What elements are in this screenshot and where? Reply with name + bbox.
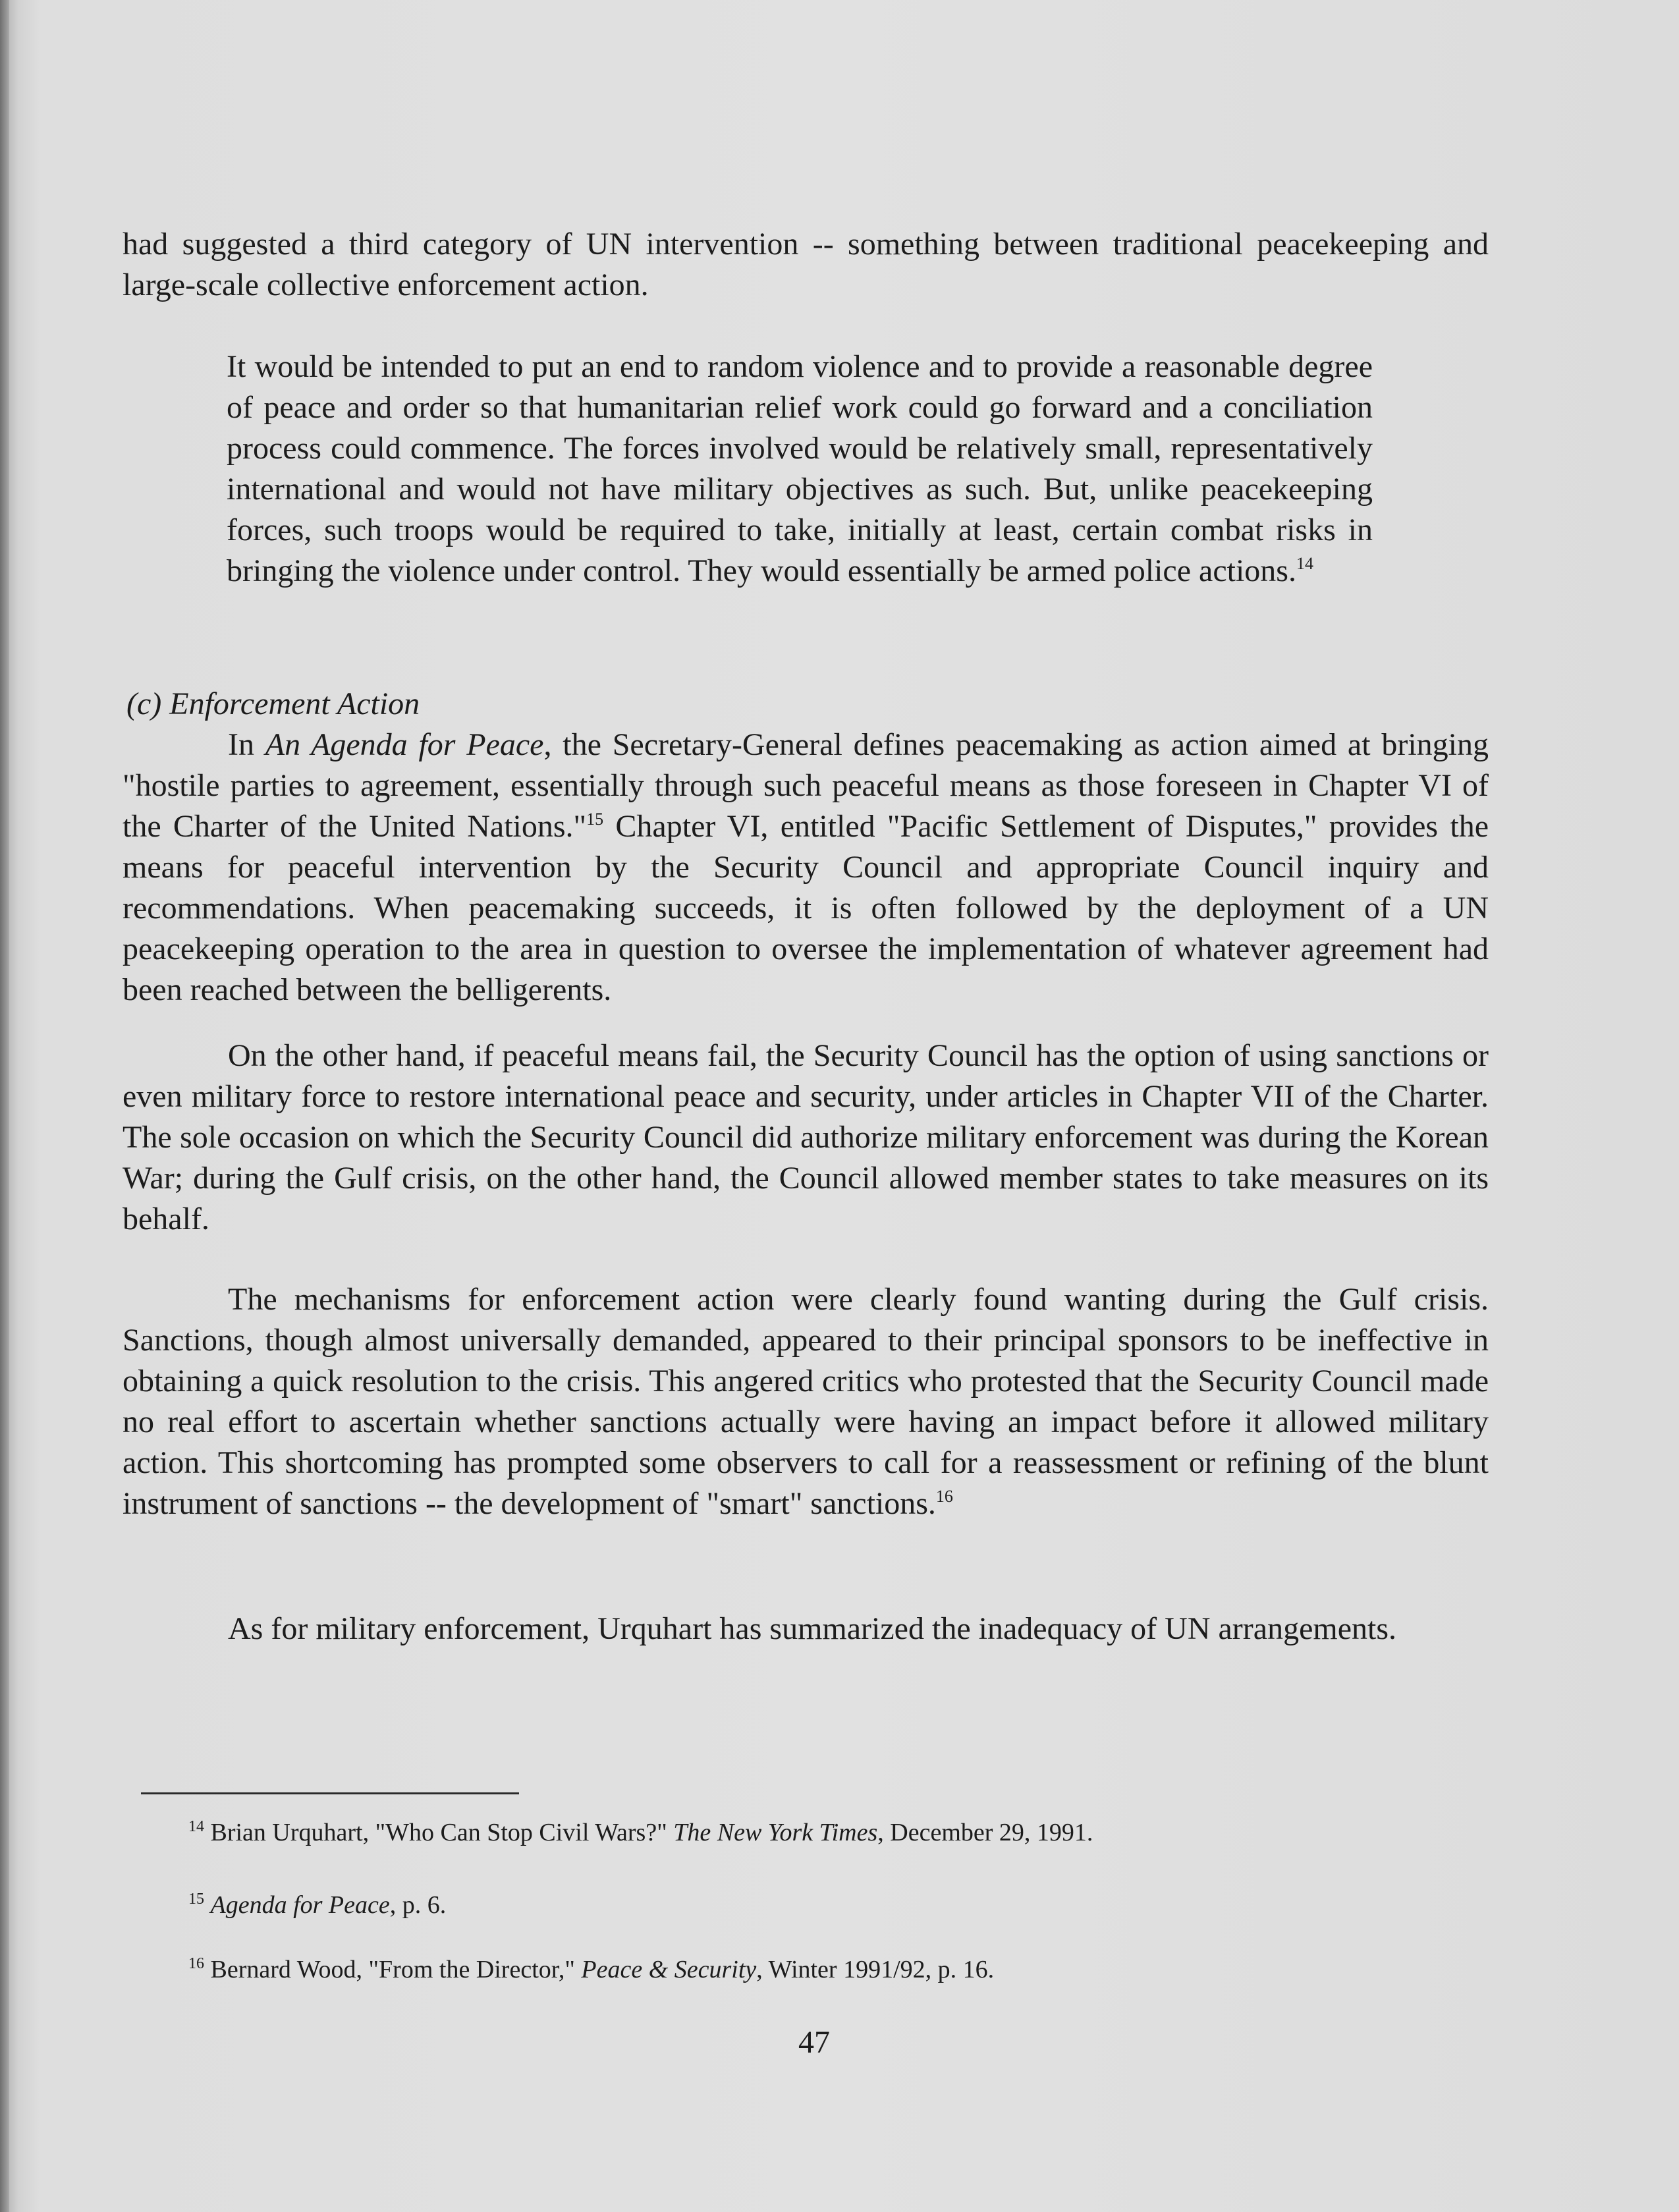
footnote-15 bbox=[188, 1889, 446, 1921]
block-quote bbox=[227, 346, 1373, 592]
footnote-14 bbox=[188, 1817, 1093, 1848]
paragraph-4 bbox=[123, 1279, 1489, 1524]
footnote-16 bbox=[188, 1954, 994, 1985]
paragraph-1-text: had suggested a third category of UN intervention -- something between traditional peacekeeping and large-scale collective enforcement action. bbox=[123, 227, 1489, 302]
page-binding-edge bbox=[0, 0, 9, 2212]
footnote-italic-title: The New York Times bbox=[673, 1819, 878, 1846]
footnote-number: 15 bbox=[188, 1891, 204, 1908]
paragraph-1 bbox=[123, 224, 1489, 306]
paragraph-2-part-1: In bbox=[228, 727, 265, 762]
footnote-text: Brian Urquhart, "Who Can Stop Civil Wars?" bbox=[210, 1819, 674, 1846]
paragraph-2-part-2: , the Secretary-General defines peacemaking as action aimed at bringing "hostile parties to agreement, essentially through such peaceful means as those foreseen in Chapter VI of the Charter of the United Nations." bbox=[123, 727, 1489, 844]
section-heading: (c) Enforcement Action bbox=[126, 686, 420, 721]
footnote-separator bbox=[141, 1792, 519, 1794]
page-number: 47 bbox=[798, 2025, 830, 2060]
paragraph-2-part-3: Chapter VI, entitled "Pacific Settlement of Disputes," provides the means for peaceful intervention by the Security Council and appropriate Council inquiry and recommendations. When peacemaking succeeds, it is often followed by the deployment of a UN peacekeeping operation to the area in question to oversee the implementation of whatever agreement had been reached between the belligerents. bbox=[123, 809, 1489, 1007]
paragraph-3 bbox=[123, 1036, 1489, 1240]
footnote-ref-15: 15 bbox=[586, 810, 604, 829]
footnote-text-end: , December 29, 1991. bbox=[877, 1819, 1093, 1846]
footnote-ref-16: 16 bbox=[935, 1487, 953, 1506]
agenda-for-peace-title: An Agenda for Peace bbox=[265, 727, 544, 762]
paragraph-2-text bbox=[123, 725, 1489, 1010]
paragraph-4-body: The mechanisms for enforcement action were clearly found wanting during the Gulf crisis. Sanctions, though almost universally demanded, appeared to their principal sponsors to be ineffective in obtaining a quick resolution to the crisis. This angered critics who protested that the Security Council made no real effort to ascertain whether sanctions actually were having an impact before it allowed military action. This shortcoming has prompted some observers to call for a reassessment or refining of the blunt instrument of sanctions -- the development of "smart" sanctions. bbox=[123, 1282, 1489, 1521]
paragraph-5-text: As for military enforcement, Urquhart has summarized the inadequacy of UN arrangements. bbox=[228, 1611, 1397, 1646]
block-quote-text: It would be intended to put an end to random violence and to provide a reasonable degree of peace and order so that humanitarian relief work could go forward and a conciliation process could commence. The forces involved would be relatively small, representatively international and would not have military objectives as such. But, unlike peacekeeping forces, such troops would be required to take, initially at least, certain combat risks in bringing the violence under control. They would essentially be armed police actions. bbox=[227, 349, 1373, 588]
paragraph-2 bbox=[123, 725, 1489, 1010]
footnote-italic-title: Peace & Security bbox=[581, 1956, 757, 1983]
footnote-number: 16 bbox=[188, 1955, 204, 1972]
footnote-ref-14: 14 bbox=[1296, 554, 1313, 573]
footnote-number: 14 bbox=[188, 1818, 204, 1835]
footnote-text-end: , Winter 1991/92, p. 16. bbox=[756, 1956, 995, 1983]
paragraph-5 bbox=[123, 1609, 1489, 1649]
footnote-italic-title: Agenda for Peace bbox=[210, 1891, 390, 1919]
paragraph-3-text: On the other hand, if peaceful means fail, the Security Council has the option of using sanctions or even military force to restore international peace and security, under articles in Chapter VII of the Charter. The sole occasion on which the Security Council did authorize military enforcement was during the Korean War; during the Gulf crisis, on the other hand, the Council allowed member states to take measures on its behalf. bbox=[123, 1038, 1489, 1236]
footnote-text: Bernard Wood, "From the Director," bbox=[210, 1956, 582, 1983]
footnote-text-end: , p. 6. bbox=[389, 1891, 447, 1919]
paragraph-4-text bbox=[123, 1279, 1489, 1524]
